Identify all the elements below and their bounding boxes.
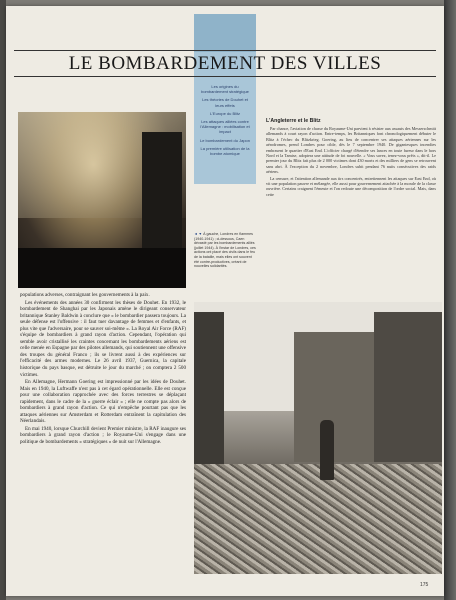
caption-text: À gauche, Londres en flammes (1940-1941) ; ci-dessous, Caen dévasté par les bombardements alliés (juillet 1944). À l'instar de Londres, ces actions ont placé des civils dans le feu de la bataille, mais elles ont souvent été contre-productives, créant de nouvelles solidarités. (194, 232, 256, 269)
page-title: LE BOMBARDEMENT DES VILLES (68, 53, 382, 74)
photo-caption (194, 232, 256, 269)
paragraph: La censure, et l'attention allemande aux tirs concentrés, entretiennent les attaques sur East End, où vit une population pauvre et mélangée, elle aussi pour gouvernement attachée à la morale de la classe ouvrière. Certains craignent l'émeute et l'on redoute une décomposition de l'ordre social. Mais, dans cette (266, 175, 436, 197)
page-edge (444, 0, 456, 600)
paragraph: Par chance, l'aviation de chasse du Royaume-Uni parvient à résister aux assauts des Messerschmitt allemands à court rayon d'action. Entre-temps, les Britanniques font chronologiquement débuter le Blitz à l'échec du Blitzkrieg. Goering, au lieu de concentrer ses attaques aériennes sur les aérodromes, prend Londres pour cible, dès le 7 septembre 1940. De gigantesques incendies embrasent le quartier d'East End. L'officier chargé d'étendre ses lances en toute fureur dans le hors Nord et la Tamise, adoptera une attitude de foi nouvelle. « Vous savez, tenez-vous prêts », dit-il. Le premier jour du Blitz fait plus de 2 000 victimes dont 430 morts et des milliers de gens se retrouvent sans abri. À l'exception du 2 novembre, Londres subit pendant 76 nuits consécutives des raids aériens. (266, 126, 436, 175)
caen-ruins-photo (194, 302, 442, 574)
paragraph: Les événements des années 30 confirment les thèses de Douhet. En 1932, le bombardement de Shanghai par les Japonais amène le dirigeant conservateur britannique Stanley Baldwin à conclure que « le bombardier passera toujours. La seule défense est l'offensive : il faut tuer davantage de femmes et d'enfants, et plus vite que l'adversaire, pour se sauver soi-même ». La Royal Air Force (RAF) s'équipe de bombardiers à grand rayon d'action. Cependant, l'opération qui semble avoir cristallisé les craintes concernant les bombardements aériens est celle menée en Espagne par des pilotes allemands, qui soutiennent une offensive des troupes du général Franco ; ils se livrent aussi à des expériences sur l'efficacité des armes modernes. Le 26 avril 1937, Guernica, la capitale historique du pays basque, est détruite le jour du marché ; on comptera 2 500 victimes. (20, 299, 186, 378)
contents-item: L'Europe du Blitz (209, 110, 241, 116)
paragraph: En Allemagne, Hermann Goering est impressionné par les idées de Douhet. Mais en 1940, la Luftwaffe n'est pas à cet égard opérationnelle. Elle est conçue pour une collaboration rapprochée avec des forces terrestres se déplaçant rapidement, dans le cadre de la « guerre éclair » ; elle ne compte pas alors de bombardiers à grand rayon d'action. Ce qui n'empêche pourtant pas que les attaques aériennes sur Amsterdam et Rotterdam entraînent la capitulation des Néerlandais. (20, 379, 186, 425)
paragraph: populations adverses, contraignant les gouvernements à la paix. (20, 292, 150, 298)
title-rule-bottom (14, 76, 436, 77)
left-column (20, 292, 186, 447)
contents-item: Les origines du bombardement stratégique (201, 84, 249, 95)
contents-item: La première utilisation de la bombe atomique (200, 145, 250, 157)
section-subhead: L'Angleterre et le Blitz (266, 118, 321, 124)
contents-item: Le bombardement du Japon (199, 137, 251, 143)
page-number: 175 (420, 582, 429, 588)
paragraph: En mai 1940, lorsque Churchill devient Premier ministre, la RAF inaugure ses bombardiers à grand rayon d'action ; le Royaume-Uni s'engage dans une politique de bombardements « stratégiques » de nuit sur l'Allemagne. (20, 425, 186, 446)
chapter-contents (196, 78, 254, 178)
book-page (6, 6, 444, 596)
caption-arrow-icon: ◄ ▼ (194, 232, 203, 236)
contents-item: Les attaques alliées contre l'Allemagne : mobilisation et impact (200, 119, 250, 135)
title-rule-top (14, 50, 436, 51)
right-column (266, 126, 436, 198)
london-fire-photo (18, 112, 186, 288)
contents-item: Les théories de Douhet et leurs effets (202, 97, 248, 108)
